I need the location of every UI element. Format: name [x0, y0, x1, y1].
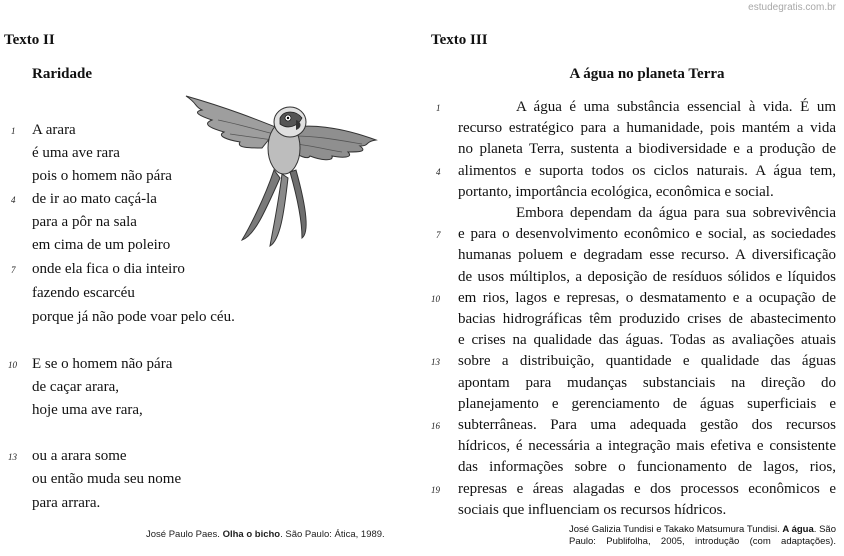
article-line: humanas poluem e degradam esse recurso. A diversificação: [458, 247, 836, 263]
poem-line: E se o homem não pára: [32, 356, 173, 372]
line-number: 13: [8, 452, 17, 462]
poem-line: pois o homem não pára: [32, 168, 172, 184]
line-number: 10: [431, 294, 440, 304]
line-number: 13: [431, 357, 440, 367]
texto3-credit-line2: Paulo: Publifolha, 2005, introdução (com adaptações).: [569, 536, 836, 547]
line-number: 1: [11, 126, 16, 136]
article-line: bacias hidrográficas têm produzido crises de abastecimento: [458, 311, 836, 327]
article-line: e crises na qualidade das águas. Todas as avaliações atuais: [458, 332, 836, 348]
article-line: alimentos e suporta todos os ciclos naturais. A água tem,: [458, 163, 836, 179]
article-line: hídricos, é necessária a integração mais efetiva e consistente: [458, 438, 836, 454]
line-number: 4: [436, 167, 441, 177]
watermark: estudegratis.com.br: [748, 2, 836, 13]
article-line: das informações sobre o funcionamento de lagos, rios,: [458, 459, 836, 475]
credit-rest: . São: [813, 524, 836, 535]
poem-line: em cima de um poleiro: [32, 237, 171, 253]
article-line: em rios, lagos e represas, o desmatamento e a ocupação de: [458, 290, 836, 306]
texto2-heading: Texto II: [4, 32, 55, 48]
poem-line: fazendo escarcéu: [32, 285, 135, 301]
article-line: recurso estratégico para a humanidade, pois mantém a vida: [458, 120, 836, 136]
poem-line: hoje uma ave rara,: [32, 402, 143, 418]
poem-line: porque já não pode voar pelo céu.: [32, 309, 235, 325]
credit-rest: . São Paulo: Ática, 1989.: [280, 529, 385, 540]
article-line: A água é uma substância essencial à vida. É um: [516, 99, 836, 115]
poem-line: de ir ao mato caçá-la: [32, 191, 157, 207]
line-number: 10: [8, 360, 17, 370]
texto2-credit: [146, 529, 385, 540]
poem-line: ou a arara some: [32, 448, 127, 464]
article-line: no planeta Terra, sustenta a biodiversidade e a produção de: [458, 141, 836, 157]
line-number: 19: [431, 485, 440, 495]
poem-title: Raridade: [32, 66, 92, 82]
article-line: e para o desenvolvimento econômico e social, as sociedades: [458, 226, 836, 242]
line-number: 7: [436, 230, 441, 240]
article-title: A água no planeta Terra: [569, 66, 725, 82]
poem-line: A arara: [32, 122, 76, 138]
article-line: represas e áreas alagadas e dos processos econômicos e: [458, 481, 836, 497]
article-line: Embora dependam da água para sua sobrevivência: [516, 205, 836, 221]
credit-author: José Paulo Paes.: [146, 529, 223, 540]
poem-line: onde ela fica o dia inteiro: [32, 261, 185, 277]
article-line: portanto, importância ecológica, econômica e social.: [458, 184, 774, 200]
line-number: 7: [11, 265, 16, 275]
poem-line: ou então muda seu nome: [32, 471, 182, 487]
credit-work: Olha o bicho: [222, 529, 281, 540]
line-number: 1: [436, 103, 441, 113]
line-number: 16: [431, 421, 440, 431]
credit-work: A água: [782, 524, 814, 535]
article-line: apontam para mudanças substanciais na direção do: [458, 375, 836, 391]
poem-line: para a pôr na sala: [32, 214, 137, 230]
article-line: sociais que influenciam os recursos hídricos.: [458, 502, 727, 518]
article-line: sobre a distribuição, quantidade e qualidade das águas: [458, 353, 836, 369]
credit-author: José Galizia Tundisi e Takako Matsumura Tundisi.: [569, 524, 783, 535]
texto3-credit-line1: [569, 524, 836, 536]
article-line: de usos múltiplos, a deposição de resíduos sólidos e líquidos: [458, 269, 836, 285]
line-number: 4: [11, 195, 16, 205]
poem-line: de caçar arara,: [32, 379, 119, 395]
macaw-illustration: [178, 90, 378, 250]
texto3-heading: Texto III: [431, 32, 488, 48]
poem-line: para arrara.: [32, 495, 101, 511]
article-line: subterrâneas. Para uma adequada gestão dos recursos: [458, 417, 836, 433]
article-line: planejamento e gerenciamento de águas superficiais e: [458, 396, 836, 412]
poem-line: é uma ave rara: [32, 145, 120, 161]
